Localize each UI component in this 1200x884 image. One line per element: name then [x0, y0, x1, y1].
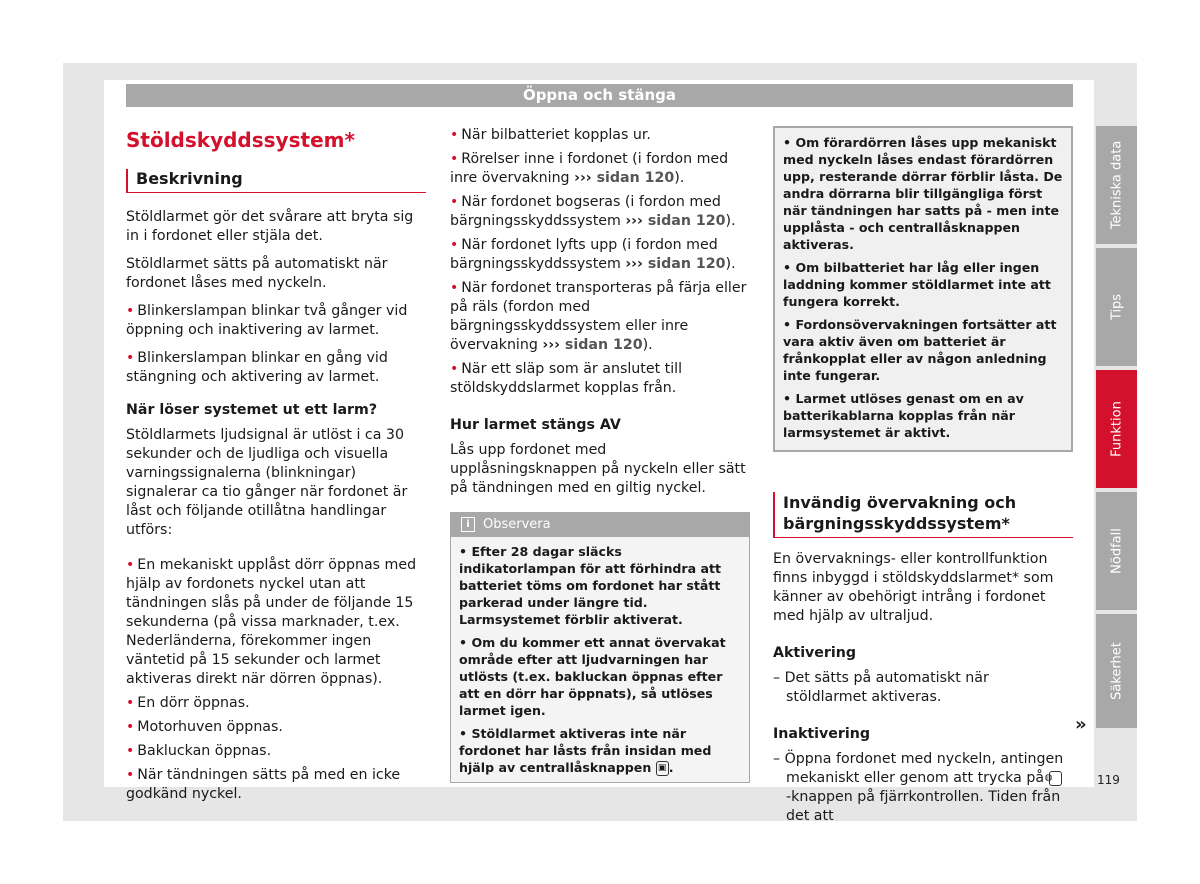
note-header	[451, 513, 749, 537]
list-item: • Blinkerslampan blinkar en gång vid stängning och aktivering av larmet.	[126, 350, 388, 385]
bullet-icon: •	[126, 743, 135, 759]
page-reference-link[interactable]: ››› sidan 120	[574, 170, 675, 186]
list-item: • Blinkerslampan blinkar två gånger vid öppning och inaktivering av larmet.	[126, 303, 408, 338]
warning-item: • Om bilbatteriet har låg eller ingen laddning kommer stöldlarmet inte att fungera korrekt.	[783, 260, 1051, 309]
section-header: Öppna och stänga	[126, 84, 1073, 107]
section-heading: Hur larmet stängs AV	[450, 417, 621, 433]
bullet-icon: •	[126, 350, 135, 366]
bullet-icon: •	[126, 695, 135, 711]
paragraph: Lås upp fordonet med upplåsningsknappen på nyckeln eller sätt på tändningen med en giltig nyckel.	[450, 442, 746, 496]
column-1	[126, 122, 426, 813]
note-item: • Om du kommer ett annat övervakat område efter att ljudvarningen har utlösts (t.ex. bakluckan öppnas efter att en dörr har öppnats), så utlöses larmet igen.	[459, 635, 726, 718]
bullet-icon: •	[450, 237, 459, 253]
warning-item: • Larmet utlöses genast om en av batterikablarna kopplas från när larmsystemet är aktivt.	[783, 391, 1024, 440]
page-number: 119	[1097, 773, 1120, 787]
tab-sakerhet[interactable]: Säkerhet	[1096, 614, 1137, 728]
bullet-icon: •	[126, 719, 135, 735]
paragraph: Stöldlarmet gör det svårare att bryta sig in i fordonet eller stjäla det.	[126, 209, 414, 244]
list-item: • När tändningen sätts på med en icke godkänd nyckel.	[126, 767, 401, 802]
page-reference-link[interactable]: ››› sidan 120	[625, 256, 726, 272]
bullet-icon: •	[450, 194, 459, 210]
note-item: • Stöldlarmet aktiveras inte när fordonet har låsts från insidan med hjälp av centrallåsknappen ▣ .	[459, 726, 712, 775]
bullet-icon: •	[450, 361, 459, 377]
paragraph: Stöldlarmet sätts på automatiskt när fordonet låses med nyckeln.	[126, 256, 388, 291]
page-reference-link[interactable]: ››› sidan 120	[542, 337, 643, 353]
warning-item: • Om förardörren låses upp mekaniskt med nyckeln låses endast förardörren upp, resterande dörrar förblir låsta. De andra dörrarna blir tillgängliga först när tändningen har satts på - men inte upplåsta - och centrallåsknappen aktiveras.	[783, 135, 1063, 252]
warning-box	[773, 126, 1073, 452]
list-item: • När fordonet lyfts upp (i fordon med bärgningsskyddssystem ››› sidan 120).	[450, 237, 736, 272]
warning-item: • Fordonsövervakningen fortsätter att vara aktiv även om batteriet är frånkopplat eller av någon anledning inte fungerar.	[783, 317, 1057, 383]
list-item: – Det sätts på automatiskt när stöldlarmet aktiveras.	[773, 670, 989, 705]
tab-tekniska-data[interactable]: Tekniska data	[1096, 126, 1137, 244]
note-item: • Efter 28 dagar släcks indikatorlampan för att förhindra att batteriet töms om fordonet har stått parkerad under längre tid. Larmsystemet förblir aktiverat.	[459, 544, 722, 627]
tab-funktion[interactable]: Funktion	[1096, 370, 1137, 488]
page-title: Stöldskyddssystem*	[126, 128, 355, 152]
page-reference-link[interactable]: ››› sidan 120	[625, 213, 726, 229]
tab-nodfall[interactable]: Nödfall	[1096, 492, 1137, 610]
bullet-icon: •	[450, 280, 459, 296]
note-body	[451, 537, 749, 782]
section-subtitle: Invändig övervakning och bärgningsskyddssystem*	[773, 492, 1073, 538]
paragraph: Stöldlarmets ljudsignal är utlöst i ca 30 sekunder och de ljudliga och visuella varningssignalerna (blinkningar) signalerar ca tio gånger när fordonet är låst och följande otillåtna handlingar utförs:	[126, 427, 408, 538]
list-item: • Bakluckan öppnas.	[126, 743, 272, 759]
list-item: • När fordonet transporteras på färja eller på räls (fordon med bärgningsskyddssystem eller inre övervakning ››› sidan 120).	[450, 280, 747, 353]
list-item: • En dörr öppnas.	[126, 695, 250, 711]
bullet-icon: •	[450, 151, 459, 167]
section-subtitle: Beskrivning	[126, 169, 426, 193]
list-item: • När fordonet bogseras (i fordon med bärgningsskyddssystem ››› sidan 120).	[450, 194, 736, 229]
note-box	[450, 512, 750, 783]
list-item: • När bilbatteriet kopplas ur.	[450, 127, 651, 143]
bullet-icon: •	[126, 557, 135, 573]
bullet-icon: •	[450, 127, 459, 143]
unlock-button-icon: ◍	[1049, 771, 1062, 786]
list-item: • Motorhuven öppnas.	[126, 719, 283, 735]
tab-tips[interactable]: Tips	[1096, 248, 1137, 366]
list-item: • En mekaniskt upplåst dörr öppnas med hjälp av fordonets nyckel utan att tändningen slås på under de följande 15 sekunderna (på vissa marknader, t.ex. Nederländerna, förekommer ingen väntetid på 15 sekunder och larmet aktiveras direkt när dörren öppnas).	[126, 557, 417, 687]
list-item: • Rörelser inne i fordonet (i fordon med inre övervakning ››› sidan 120).	[450, 151, 729, 186]
column-3	[773, 126, 1073, 835]
lock-button-icon: ▣	[656, 761, 669, 776]
column-2	[450, 126, 750, 783]
continue-icon: »	[1075, 714, 1087, 735]
paragraph: En övervaknings- eller kontrollfunktion finns inbyggd i stöldskyddslarmet* som känner av obehörigt intrång i fordonet med hjälp av ultraljud.	[773, 551, 1054, 624]
section-heading: När löser systemet ut ett larm?	[126, 402, 378, 418]
info-icon: i	[461, 517, 475, 532]
section-heading: Inaktivering	[773, 726, 871, 742]
bullet-icon: •	[126, 767, 135, 783]
list-item: • När ett släp som är anslutet till stöldskyddslarmet kopplas från.	[450, 361, 683, 396]
note-title: Observera	[483, 517, 551, 532]
section-heading: Aktivering	[773, 645, 857, 661]
list-item: – Öppna fordonet med nyckeln, antingen mekaniskt eller genom att trycka på ◍-knappen på fjärrkontrollen. Tiden från det att	[773, 751, 1064, 824]
bullet-icon: •	[126, 303, 135, 319]
